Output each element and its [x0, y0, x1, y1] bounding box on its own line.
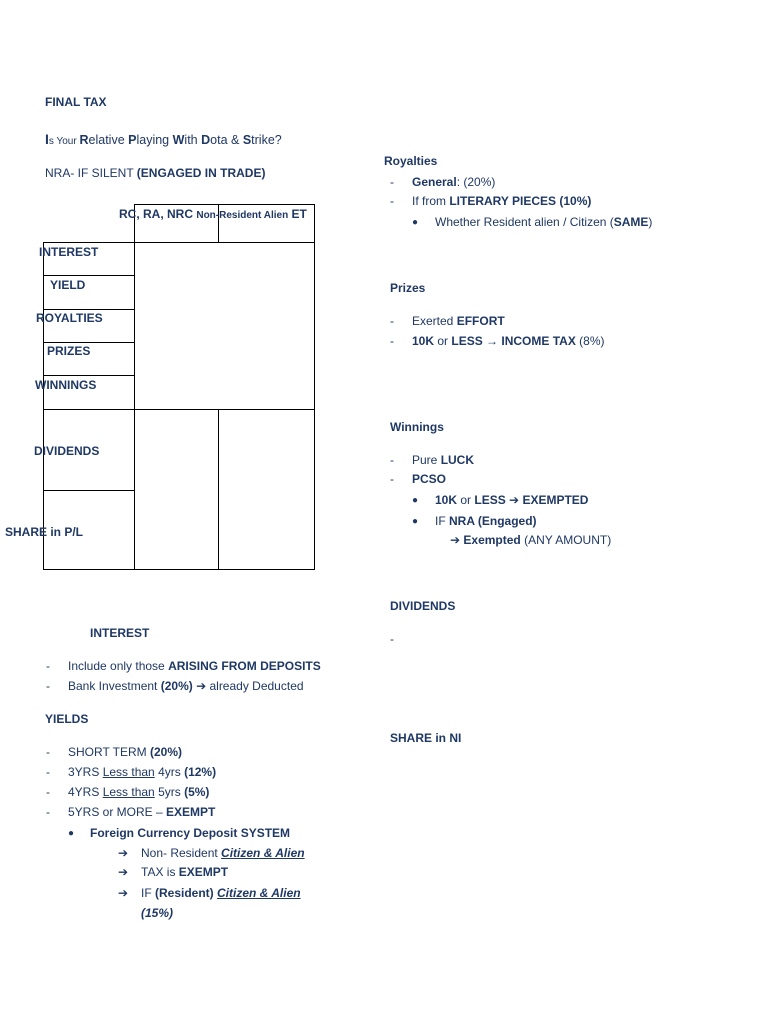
winnings-heading: Winnings	[390, 420, 444, 434]
item-bold: 10K	[435, 493, 458, 507]
dash-marker: -	[390, 472, 394, 486]
mnemonic-text: laying	[136, 133, 173, 147]
winnings-sub-item	[435, 493, 588, 507]
prizes-heading: Prizes	[390, 281, 426, 295]
yields-item	[68, 745, 182, 759]
bullet-icon: ●	[412, 516, 419, 527]
item-text: IF	[435, 514, 449, 528]
item-bold: (5%)	[184, 785, 210, 799]
royalties-item	[412, 194, 591, 208]
item-bold-italic: Citizen & Alien	[217, 886, 301, 900]
item-text: SHORT TERM	[68, 745, 151, 759]
yields-item	[68, 805, 215, 819]
row-label-share: SHARE in P/L	[5, 525, 84, 539]
item-bold: LITERARY PIECES (10%)	[449, 194, 592, 208]
mnemonic-text: trike?	[251, 133, 282, 147]
royalties-item	[412, 175, 495, 189]
dash-marker: -	[46, 745, 50, 759]
arrow-icon: ➔	[118, 886, 129, 900]
row-label-royalties: ROYALTIES	[36, 311, 103, 325]
share-heading: SHARE in NI	[390, 731, 462, 745]
mnemonic-text: s Your	[48, 136, 80, 147]
dash-marker: -	[46, 679, 50, 693]
fcds-item: Foreign Currency Deposit SYSTEM	[90, 826, 291, 840]
dash-marker: -	[390, 314, 394, 328]
bullet-icon: ●	[68, 828, 75, 839]
item-text: 5YRS or MORE –	[68, 805, 167, 819]
mnemonic-line	[45, 131, 282, 147]
item-text: Pure	[412, 453, 441, 467]
item-text: Whether Resident alien / Citizen (	[435, 215, 614, 229]
item-text: or	[457, 493, 475, 507]
mnemonic-letter: S	[242, 133, 252, 147]
item-bold: LESS	[474, 493, 506, 507]
winnings-sub-item	[435, 514, 537, 528]
item-text: TAX is	[141, 865, 179, 879]
bullet-icon: ●	[412, 217, 419, 228]
fcds-sub-item	[141, 886, 301, 900]
row-label-interest: INTEREST	[39, 245, 99, 259]
interest-item	[68, 659, 321, 673]
nra-prefix: NRA- IF SILENT	[45, 166, 137, 180]
mnemonic-text: ota &	[210, 133, 243, 147]
item-text: 5yrs	[154, 785, 185, 799]
item-bold: ARISING FROM DEPOSITS	[168, 659, 321, 673]
item-text: )	[648, 215, 653, 229]
arrow-icon: ➔	[196, 679, 207, 693]
table-header	[119, 207, 307, 221]
header-main: RC, RA, NRC	[119, 207, 197, 221]
item-text: already Deducted	[206, 679, 304, 693]
item-bold: EXEMPT	[178, 865, 229, 879]
fcds-sub-item	[141, 865, 228, 879]
mnemonic-letter: W	[172, 133, 185, 147]
winnings-sub-sub-item	[450, 533, 611, 547]
arrow-icon: ➔	[118, 865, 129, 879]
dash-marker: -	[46, 765, 50, 779]
prizes-item	[412, 334, 605, 348]
item-bold: NRA (Engaged)	[449, 514, 537, 528]
item-bold: (Resident)	[155, 886, 218, 900]
item-text: 3YRS	[68, 765, 103, 779]
item-bold: INCOME TAX	[498, 334, 576, 348]
dash-marker: -	[390, 632, 394, 646]
arrow-icon: ➔	[509, 493, 520, 507]
item-bold: EFFORT	[456, 314, 505, 328]
yields-item	[68, 785, 209, 799]
item-bold: General	[412, 175, 457, 189]
arrow-icon: →	[486, 334, 499, 348]
dash-marker: -	[390, 334, 394, 348]
row-label-prizes: PRIZES	[47, 344, 91, 358]
item-bold: LESS	[451, 334, 483, 348]
mnemonic-text: elative	[88, 133, 129, 147]
row-label-yield: YIELD	[50, 278, 86, 292]
item-text: (8%)	[575, 334, 605, 348]
item-underline: Less than	[102, 765, 155, 779]
interest-heading: INTEREST	[90, 626, 150, 640]
item-bold: (12%)	[184, 765, 217, 779]
item-bold: EXEMPT	[166, 805, 216, 819]
fcds-sub-item	[141, 846, 305, 860]
royalties-sub-item	[435, 215, 652, 229]
dividends-heading: DIVIDENDS	[390, 599, 456, 613]
item-underline: Less than	[102, 785, 155, 799]
fcds-rate: (15%)	[141, 906, 174, 920]
item-bold: 10K	[412, 334, 435, 348]
page-title: FINAL TAX	[45, 95, 107, 109]
dash-marker: -	[46, 659, 50, 673]
mnemonic-letter: I	[45, 131, 49, 147]
interest-item	[68, 679, 304, 693]
item-bold: Exempted	[460, 533, 521, 547]
dash-marker: -	[46, 805, 50, 819]
item-bold-italic: Citizen & Alien	[221, 846, 305, 860]
item-text: If from	[412, 194, 450, 208]
nra-condition: (ENGAGED IN TRADE)	[136, 166, 266, 180]
item-bold: (20%)	[160, 679, 193, 693]
dash-marker: -	[46, 785, 50, 799]
mnemonic-letter: R	[79, 133, 89, 147]
royalties-heading: Royalties	[384, 154, 438, 168]
row-label-winnings: WINNINGS	[35, 378, 97, 392]
item-text: Include only those	[68, 659, 169, 673]
mnemonic-letter: D	[201, 133, 211, 147]
item-text: IF	[141, 886, 155, 900]
item-bold: (20%)	[150, 745, 183, 759]
dash-marker: -	[390, 453, 394, 467]
arrow-icon: ➔	[118, 846, 129, 860]
item-text: 4YRS	[68, 785, 103, 799]
item-text: Bank Investment	[68, 679, 161, 693]
mnemonic-letter: P	[128, 133, 137, 147]
winnings-item	[412, 453, 474, 467]
header-small: Non-Resident Alien	[196, 210, 289, 221]
item-text: Exerted	[412, 314, 457, 328]
row-label-dividends: DIVIDENDS	[34, 444, 100, 458]
winnings-item: PCSO	[412, 472, 447, 486]
item-bold: LUCK	[440, 453, 475, 467]
item-text: or	[434, 334, 452, 348]
bullet-icon: ●	[412, 495, 419, 506]
prizes-item	[412, 314, 505, 328]
item-text: Non- Resident	[141, 846, 222, 860]
item-text: (ANY AMOUNT)	[520, 533, 612, 547]
header-et: ET	[288, 207, 307, 221]
nra-note	[45, 166, 265, 180]
yields-heading: YIELDS	[45, 712, 89, 726]
yields-item	[68, 765, 216, 779]
item-bold: SAME	[613, 215, 649, 229]
item-text: : (20%)	[456, 175, 496, 189]
item-bold: EXEMPTED	[519, 493, 589, 507]
mnemonic-text: ith	[184, 133, 202, 147]
dash-marker: -	[390, 194, 394, 208]
dash-marker: -	[390, 175, 394, 189]
arrow-icon: ➔	[450, 533, 461, 547]
item-text: 4yrs	[154, 765, 185, 779]
